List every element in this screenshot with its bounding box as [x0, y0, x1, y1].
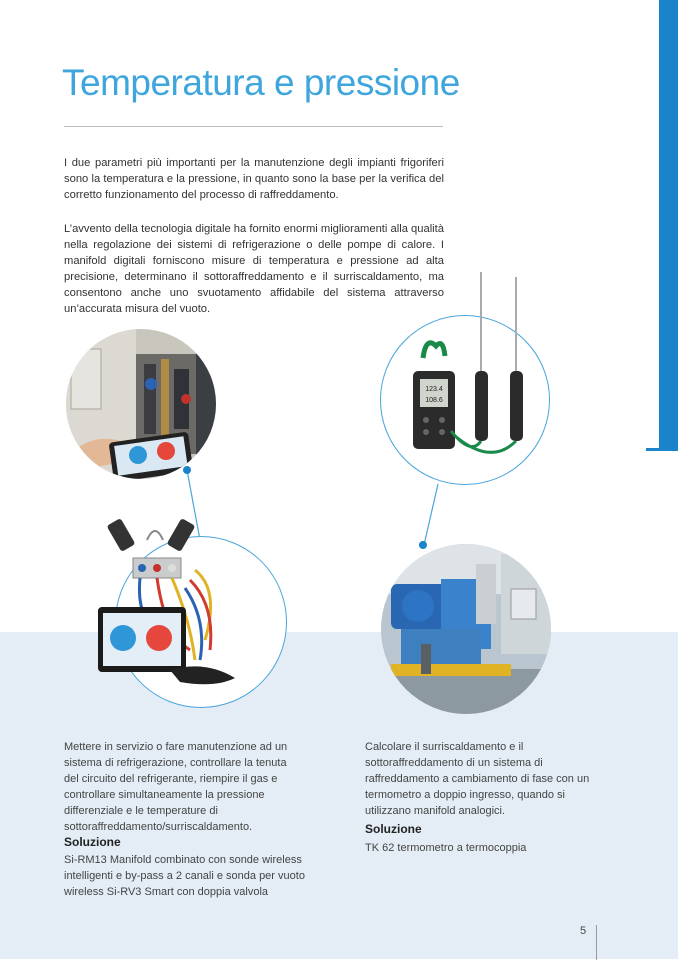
side-accent-bar-foot	[646, 448, 678, 451]
page-title: Temperatura e pressione	[62, 62, 460, 103]
page-number-rule	[596, 925, 597, 960]
right-caption: Calcolare il surriscaldamento e il sottoraffreddamento di un sistema di raffreddamento a cambiamento di fase con un termometro a doppio ingresso, quando si utilizzano manifold analogici.	[365, 741, 590, 817]
left-caption: Mettere in servizio o fare manutenzione ad un sistema di refrigerazione, controllare la tenuta del circuito del refrigerante, riempire il gas e controllare simultaneamente la pressione differenziale e le temperature di sottoraffreddamento/surriscaldamento.	[64, 741, 288, 833]
thermometer-display-line1: 123.4	[425, 386, 443, 393]
connector-dot-2	[419, 541, 427, 549]
right-solution-text: TK 62 termometro a termocoppia	[365, 842, 527, 854]
page-number: 5	[580, 925, 587, 937]
left-solution-title: Soluzione	[64, 835, 121, 849]
side-accent-bar	[659, 0, 678, 450]
probe-1	[480, 272, 482, 317]
thermometer-photo	[380, 315, 550, 485]
left-solution-text: Si-RM13 Manifold combinato con sonde wireless intelligenti e by-pass a 2 canali e sonda per vuoto wireless Si-RV3 Smart con doppia valvola	[64, 854, 305, 898]
thermometer-display-line2: 108.6	[425, 397, 443, 404]
compressor-photo	[381, 544, 551, 714]
probe-2	[515, 277, 517, 317]
technician-photo	[66, 329, 216, 479]
manifold-kit-illustration	[95, 510, 275, 710]
right-solution-title: Soluzione	[365, 822, 422, 836]
intro-paragraph-2: L’avvento della tecnologia digitale ha fornito enormi miglioramenti alla qualità nella regolazione dei sistemi di refrigerazione o delle pompe di calore. I manifold digitali forniscono misure di temperatura e pressione ad alta precisione, determinano il sottoraffreddamento e il surriscaldamento, ma consentono anche uno svuotamento affidabile del sistema attraverso un’accurata misura del vuoto.	[64, 223, 444, 315]
title-divider	[64, 126, 443, 127]
connector-dot-1	[183, 466, 191, 474]
intro-paragraph-1: I due parametri più importanti per la manutenzione degli impianti frigoriferi sono la temperatura e la pressione, in quanto sono la base per la verifica del corretto funzionamento del processo di raffreddamento.	[64, 157, 444, 201]
